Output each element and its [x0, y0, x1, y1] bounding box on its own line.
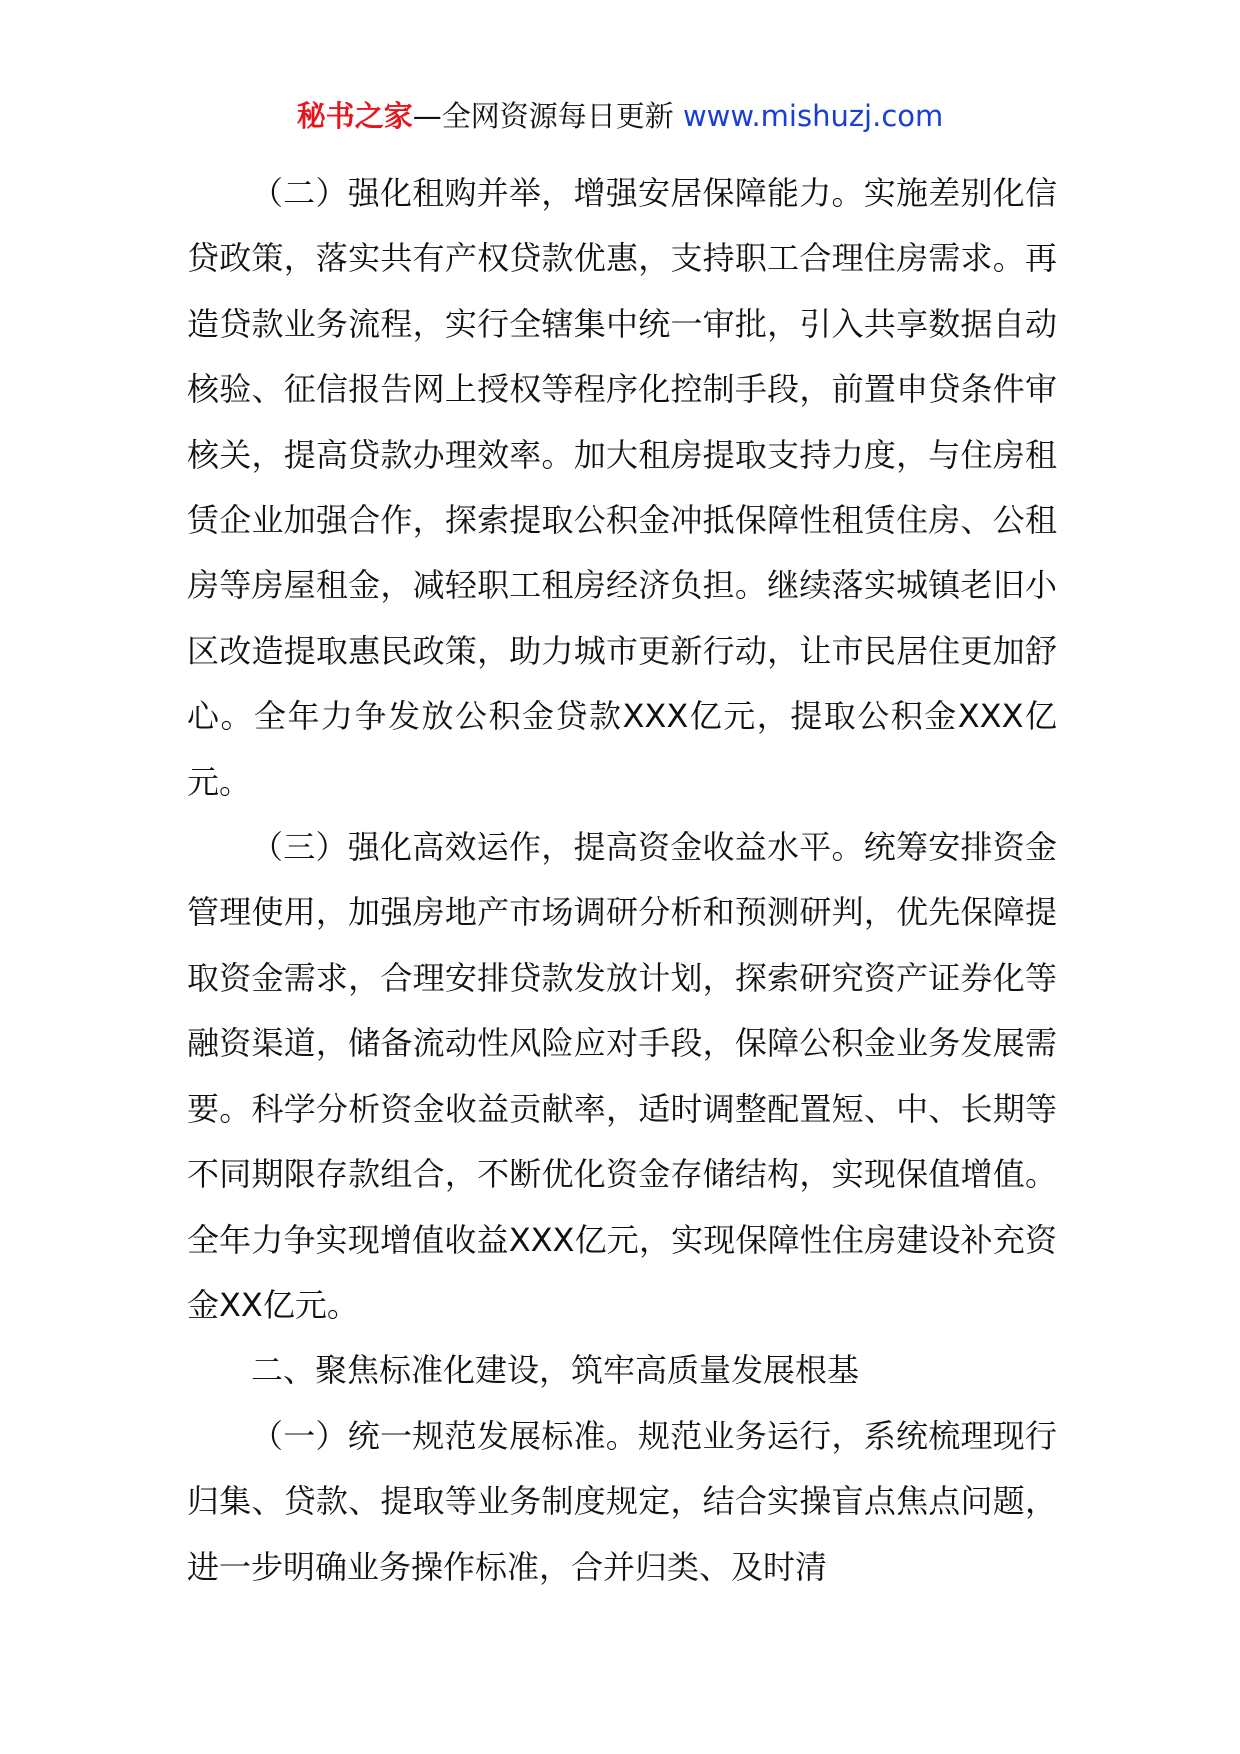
document-body — [187, 161, 1057, 1600]
paragraph-rental-purchase: （二）强化租购并举，增强安居保障能力。实施差别化信贷政策，落实共有产权贷款优惠，支持职工合理住房需求。再造贷款业务流程，实行全辖集中统一审批，引入共享数据自动核验、征信报告网上授权等程序化控制手段，前置申贷条件审核关，提高贷款办理效率。加大租房提取支持力度，与住房租赁企业加强合作，探索提取公积金冲抵保障性租赁住房、公租房等房屋租金，减轻职工租房经济负担。继续落实城镇老旧小区改造提取惠民政策，助力城市更新行动，让市民居住更加舒心。全年力争发放公积金贷款XXX亿元，提取公积金XXX亿元。 — [187, 174, 1057, 801]
section-heading-standardization: 二、聚焦标准化建设，筑牢高质量发展根基 — [251, 1351, 860, 1390]
paragraph-unified-standards: （一）统一规范发展标准。规范业务运行，系统梳理现行归集、贷款、提取等业务制度规定，结合实操盲点焦点问题，进一步明确业务操作标准，合并归类、及时清 — [187, 1416, 1057, 1586]
brand-name: 秘书之家 — [296, 99, 413, 133]
paragraph-efficient-operation: （三）强化高效运作，提高资金收益水平。统筹安排资金管理使用，加强房地产市场调研分析和预测研判，优先保障提取资金需求，合理安排贷款发放计划，探索研究资产证券化等融资渠道，储备流动性风险应对手段，保障公积金业务发展需要。科学分析资金收益贡献率，适时调整配置短、中、长期等不同期限存款组合，不断优化资金存储结构，实现保值增值。全年力争实现增值收益XXX亿元，实现保障性住房建设补充资金XX亿元。 — [187, 828, 1057, 1324]
site-header — [0, 96, 1240, 136]
site-url-link[interactable]: www.mishuzj.com — [682, 99, 944, 133]
header-tagline: —全网资源每日更新 — [412, 99, 674, 133]
